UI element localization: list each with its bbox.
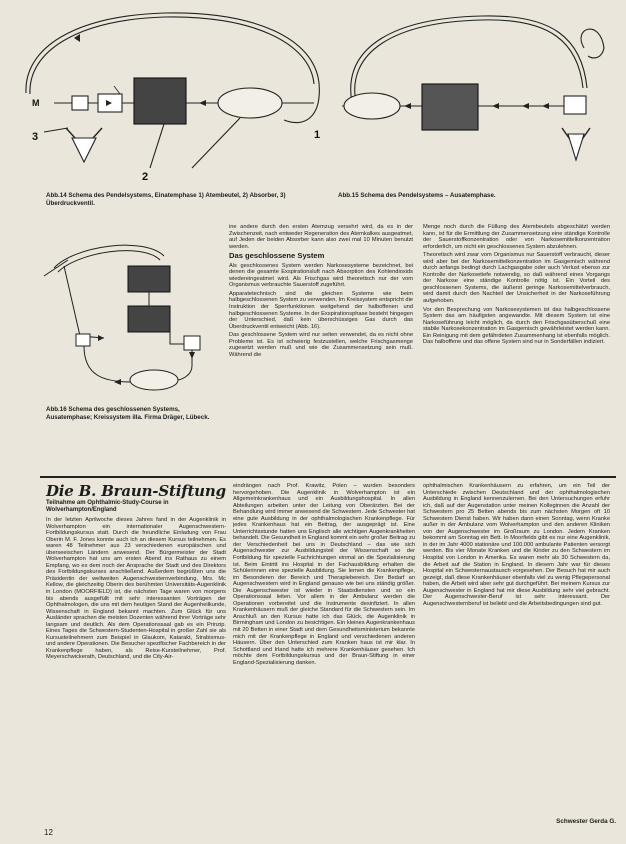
figure-14-caption: Abb.14 Schema des Pendelsystems, Einatemphase 1) Atembeutel, 2) Absorber, 3) Überdruckventil.	[46, 192, 286, 207]
page-number: 12	[44, 828, 53, 837]
fig14-label-2: 2	[142, 171, 149, 183]
figure-15-pendulum-expiration-diagram	[332, 8, 616, 188]
column3-paragraph-3: Vor den Besprechung von Narkosesystemen ist das halbgeschlossene System das am häufigsten angewandte. Mit diesem System ist eine Narkoseführung leicht möglich, da durch den Frischgasüberschuß eine stabile Narkosekonzentration im Gasgemisch gewährleistet werden kann. Ein Reinigung mit dem gefährdeten Zusammenhang ist ebenfalls möglich. Das halboffene und das offene System sind nur in Sonderfällen indiziert.	[423, 306, 610, 346]
column3-paragraph-1: Menge noch durch die Füllung des Atembeutels abgeschätzt werden kann, ist für die Ermittlung der Zusammensetzung eine ständige Kontrolle der Sauerstoffkonzentration oder von Narkosemittelkonzentration erforderlich, um nicht ein geschlossenes System abzulehnen.	[423, 224, 610, 250]
column3-paragraph-2: Theoretisch wird zwar vom Organismus nur Sauerstoff verbraucht, dieser wird aber bei der Narkosemittelkonzentration im Gasgemisch während durch anfangs bedingt durch Lachgasgabe oder auch Verlust ebenso zur Kontrolle der Narkosetiefe notwendig, so daß während eines Vorgangs der Narkose eine ständige Kontrolle nötig ist. Ein Vorteil des geschlossenen Systems, die äußerst geringe Narkosemittelverbrauch, wird damit durch den Nachteil der Unsicherheit in der Narkoseführung aufgehoben.	[423, 252, 610, 305]
column2-intro: ine andere durch den ersten Atemzug versehrt wird, da es in der Zwischenzeit, nach entweder Regeneration des Atemkalkes ausgeatmet, auf Jeden der beiden Absorber kann also zwei mal 10 Minuten benutzt werden.	[229, 224, 413, 250]
section-divider	[40, 476, 616, 478]
braun-article-column-3: ophthalmischen Krankenhäusern zu erfahren, um ein Teil der Unterschiede zwischen Deutschland und der ophthalmologischen Ausbildung in England kennenzulernen. Bei den Untersuchungen erfuhr ich, daß auf der Augenstation unter meinen Kolleginnen die Anzahl der Schwestern pro 25 Betten abends bis zum nächsten Morgen oft 10 Schwestern Dienst haben. Wir haben dann einen Sonntag, wenn Kranke außer in der Ambulanz vom Wolverhampton und den anderen Kliniken von der Augenschwester im Großraum zu London. Jedem Kranken bekommt am Sonntag ein Bett. In Moorfields gibt es nur eine Augenklinik, in der im Jahr 4000 stationäre und 100.000 ambulante Patienten versorgt werden. Bis vier Monate Kranken und die Kinder zu den Schwestern im Hospital von London in Amerika. Es waren mehr als 30 Schwestern da, die Arbeit auf die Station in England. In diesem Jahr war für dieses Hospital ein Schwesternaustausch vorgesehen. Der Besuch hat mir auch gezeigt, daß diese Krankenhäuser ebenfalls viel zu wenig Pflegepersonal haben, die Arbeit wird aber sehr gut durchgeführt. Bei meinem Kursus zur Augenschwester in England hat mir diese Ausbildung sehr viel gebracht. Der Augenschwester-Beruf ist sehr interessant. Der Augenschwesternberuf ist beliebt und die Arbeitsbedingungen sind gut.	[423, 483, 610, 607]
column2-paragraph-3: Das geschlossene System wird nur selten verwendet, da es nicht ohne Probleme ist. Es ist schwierig festzustellen, welche Frischgasmenge zugesetzt werden muß und wie die Zusammensetzung sein muß. Während die	[229, 332, 413, 358]
column2-paragraph-1: Als geschlossenes System werden Narkosesysteme bezeichnet, bei denen die gesamte Exspirationsluft nach Absorption des Kohlendioxids wiedereingeatmet wird. Als Frischgas wird theoretisch nur der vom Organismus verbrauchte Sauerstoff zugeführt.	[229, 262, 413, 289]
article-column-2	[229, 224, 413, 464]
author-signature: Schwester Gerda G.	[556, 818, 616, 825]
article-lead: Teilnahme am Ophthalmic-Study-Course in Wolverhampton/England	[46, 500, 169, 513]
figure-16-caption: Abb.16 Schema des geschlossenen Systems, Ausatemphase; Kreissystem illa. Firma Dräger, Lübeck.	[46, 406, 210, 421]
figure-14-pendulum-inspiration-diagram	[14, 8, 326, 188]
article-column-3	[423, 224, 610, 464]
braun-article-column-1: In der letzten Aprilwoche dieses Jahres fand in der Augenklinik in Wolverhampton ein internationaler Augenschwestern-Fortbildungskursus statt. Durch die freundliche Einladung von Frau Oberin M. F. Jones konnte auch ich an diesem Kursus teilnehmen. Es waren 48 Teilnehmer aus 23 verschiedenen europäischen und überseeischen Ländern anwesend. Der Bürgermeister der Stadt Wolverhampton hat uns am ersten Abend ins Rathaus zu einem Empfang, wo es dem noch der Ansprache der Stadt und des Direktors des Fortbildungskurses anschließend. Außerdem begrüßten uns die Präsidentin der weltweiten Augenschwesternverbindung, Mrs. Mc Kellow, die gleichzeitig Oberin des berühmten Universitäts-Augenklinik in London (MOORFIELD) ist, die nächsten Tage waren von morgens bis abends ausgefüllt mit sehr interessanten Vorträgen der Ophthalmologen, die uns mit dem heutigen Stand der Augenheilkunde, Wissenschaft in England bekannt machten. Zum Glück für uns Ausländer sprachen die meisten Dozenten während ihrer Vorträge sehr langsam und deutlich. Als dem Operationssaal gab es ein Prinzip. Eines Tages die Schwestern-Studenten-Hospital in großer Zahl sie als Kursusteilnehmern zum Beispiel in Glaukom, Katarakt, Strabismus- und andere Operationen. Die Besucher spezifischer Fachbereich in der Krankenpflege haben, als Reise-Kursteilnehmer, Prof. Meyerschwickerath, Deutschland, und die City-Air-	[46, 517, 226, 661]
article-title: Die B. Braun-Stiftung	[46, 482, 226, 500]
section-heading-closed-system: Das geschlossene System	[229, 251, 325, 261]
fig14-label-1: 1	[314, 129, 321, 141]
figure-16-closed-system-diagram	[24, 226, 220, 402]
fig14-label-3: 3	[32, 131, 39, 143]
braun-article-column-2: eindrängen nach Prof. Krawitz, Polen – wurden besonders hervorgehoben. Die Augenklinik in Wolverhampton ist ein Allgemeinkrankenhaus und ein Ausbildungshospital. In allen Abteilungen arbeiten unter der Leitung von Oberärzten. Bei der Behandlung wird immer anwesend die Schwestern. Jede Schwester hat eine gute Ausbildung in der ophthalmologischen Krankenpflege. Für jedes Krankenhaus hat ein Beitrag, der ausgeprägt ist. Eine Unterrichtsstunde hatten uns Englisch alle wichtigen Augenkrankheiten behandelt. Die Gesundheit in England kommt ein sehr großer Beitrag zu der Verschiedenheit bei uns in Deutschland – das wie sich Augenschwester zur Ausbildungsteil der Wissenschaft so der Fortbildung für spezielle Fachrichtungen einmal an die Spezialisierung ist. Beim Eintritt ins Hospital in der Fachausbildung erhalten die Schülerinnen eine spezielle Ausbildung. Sie lernen die Krankenpflege, im Besonderen der Bereich und Therapiebereich. Der Bedarf an Augenschwestern wird in England genauso wie bei uns ständig größer. Die Augenschwester ist wieder in Staatsdiensten und so ein Operationssaal leiten. Vor allem in der Ambulanz werden die Operationen vorbereitet und die Instrumente desinfiziert. In allen Krankenhäusern muß der gleiche Standard für die Schwestern sein. Im Anschluß an den Kursus hatte ich das Glück, die Augenklinik in Birmingham und London zu besichtigen. Ein kleines Augenkrankenhaus mit 20 Betten in einer Stadt und dem Gesundheitsministerium bekannte mich mit der Krankenpflege in England und verschiedenen anderen Häusern. Über den Unterschied zum Kranken haus ist mir klar. In Schottland und Irland hatte ich mehrere Krankenhäuser gesehen. Ich möchte dem Fortbildungskursus und der Braun-Stiftung in einer England-Spezialisierung danken.	[233, 483, 415, 666]
figure-15-caption: Abb.15 Schema des Pendelsystems – Ausatemphase.	[338, 192, 496, 199]
fig14-label-m: M	[32, 98, 40, 108]
column2-paragraph-2: Apparatetechnisch sind die gleichen Systeme wie beim halbgeschlossenen System zu verwenden. Im Kreissystem entspricht die Instruktion der Sperrfunktionen weitgehend der halboffenen und halbgeschlossenen Systeme. In der Exspirationsphase besteht hingegen der Unterschied, daß kein überschüssiges Gas durch das Überdruckventil entweicht (Abb. 16).	[229, 290, 413, 330]
